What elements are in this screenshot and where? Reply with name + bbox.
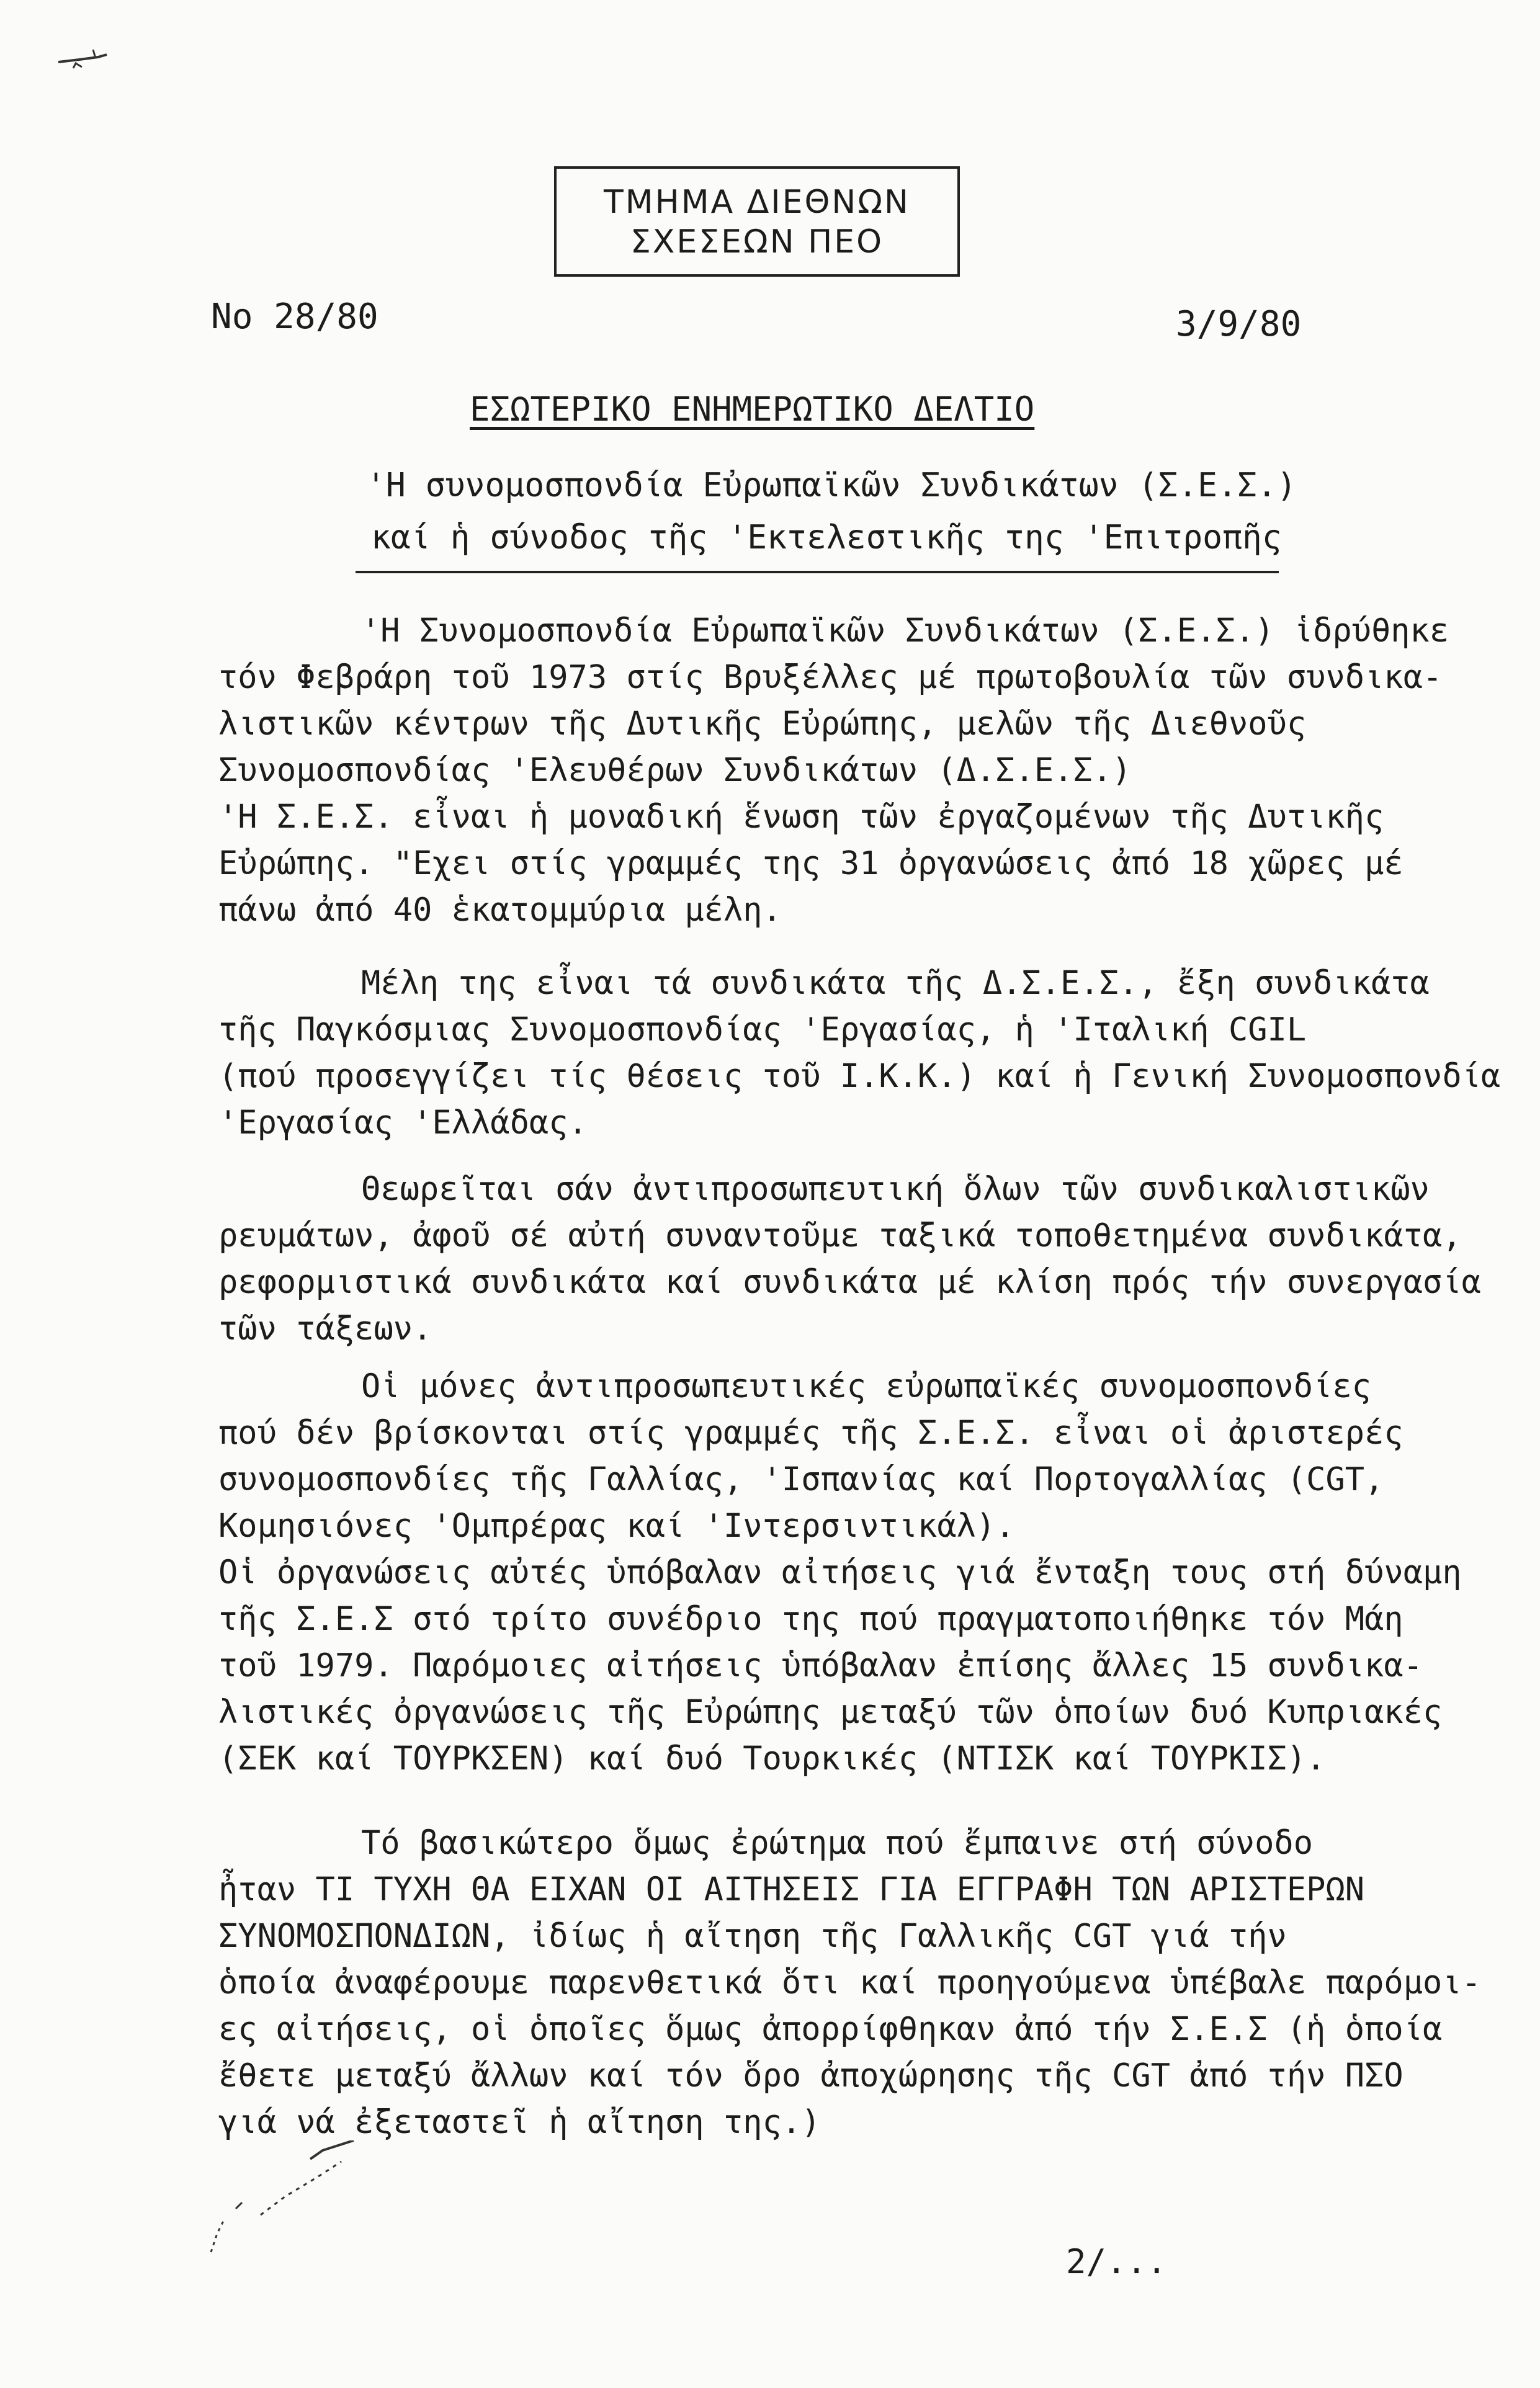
paragraph-line: τῆς Παγκόσμιας Συνομοσπονδίας 'Εργασίας, ἡ 'Ιταλική CGIL	[218, 1011, 1307, 1049]
paragraph-line: πού δέν βρίσκονται στίς γραμμές τῆς Σ.Ε.Σ. εἶναι οἱ ἀριστερές	[218, 1415, 1403, 1452]
paragraph-line: λιστικῶν κέντρων τῆς Δυτικῆς Εὐρώπης, μελῶν τῆς Διεθνοῦς	[218, 705, 1307, 743]
paragraph-3	[218, 1166, 1481, 1353]
paragraph-line: συνομοσπονδίες τῆς Γαλλίας, 'Ισπανίας καί Πορτογαλλίας (CGT,	[218, 1461, 1384, 1498]
paragraph-line: ὁποία ἀναφέρουμε παρενθετικά ὅτι καί προηγούμενα ὑπέβαλε παρόμοι-	[218, 1964, 1481, 2001]
paragraph-line: πάνω ἀπό 40 ἑκατομμύρια μέλη.	[218, 892, 782, 929]
paragraph-1	[218, 608, 1453, 934]
paragraph-line: ες αἰτήσεις, οἱ ὁποῖες ὅμως ἀπορρίφθηκαν ἀπό τήν Σ.Ε.Σ (ἡ ὁποία	[218, 2011, 1443, 2048]
paragraph-line: Οἱ μόνες ἀντιπροσωπευτικές εὐρωπαϊκές συνομοσπονδίες	[361, 1368, 1371, 1405]
paragraph-line: Κομησιόνες 'Ομπρέρας καί 'Ιντερσιντικάλ).	[218, 1508, 1015, 1545]
paragraph-line: (ΣΕΚ καί ΤΟΥΡΚΣΕΝ) καί δυό Τουρκικές (ΝΤΙΣΚ καί ΤΟΥΡΚΙΣ).	[218, 1740, 1326, 1778]
paragraph-line: τοῦ 1979. Παρόμοιες αἰτήσεις ὑπόβαλαν ἐπίσης ἄλλες 15 συνδικα-	[218, 1647, 1423, 1684]
paragraph-4	[218, 1364, 1462, 1782]
paragraph-line: (πού προσεγγίζει τίς θέσεις τοῦ Ι.Κ.Κ.) καί ἡ Γενική Συνομοσπονδία	[218, 1058, 1501, 1095]
paragraph-line: τῆς Σ.Ε.Σ στό τρίτο συνέδριο της πού πραγματοποιήθηκε τόν Μάη	[218, 1601, 1403, 1638]
document-date: 3/9/80	[1176, 304, 1302, 344]
paragraph-line: ἔθετε μεταξύ ἄλλων καί τόν ὅρο ἀποχώρησης τῆς CGT ἀπό τήν ΠΣΟ	[218, 2057, 1403, 2095]
paragraph-line: ΣΥΝΟΜΟΣΠΟΝΔΙΩΝ, ἰδίως ἡ αἴτηση τῆς Γαλλικῆς CGT γιά τήν	[218, 1918, 1287, 1955]
subtitle-line-2: καί ἡ σύνοδος τῆς 'Εκτελεστικῆς της 'Επιτροπῆς	[371, 519, 1282, 557]
paragraph-line: ρεφορμιστικά συνδικάτα καί συνδικάτα μέ κλίση πρός τήν συνεργασία	[218, 1264, 1481, 1301]
document-number: No 28/80	[211, 297, 378, 337]
department-stamp	[554, 166, 960, 277]
subtitle-rule	[356, 571, 1279, 573]
page-marker: 2/...	[1066, 2242, 1167, 2281]
paragraph-line: Μέλη της εἶναι τά συνδικάτα τῆς Δ.Σ.Ε.Σ., ἔξη συνδικάτα	[361, 965, 1430, 1002]
paragraph-line: 'Εργασίας 'Ελλάδας.	[218, 1104, 588, 1142]
paragraph-line: ἦταν ΤΙ ΤΥΧΗ ΘΑ ΕΙΧΑΝ ΟΙ ΑΙΤΗΣΕΙΣ ΓΙΑ ΕΓΓΡΑΦΗ ΤΩΝ ΑΡΙΣΤΕΡΩΝ	[218, 1871, 1365, 1908]
stamp-line-1: ΤΜΗΜΑ ΔΙΕΘΝΩΝ	[604, 184, 910, 221]
signature-mark	[199, 2140, 385, 2258]
paragraph-line: Συνομοσπονδίας 'Ελευθέρων Συνδικάτων (Δ.Σ.Ε.Σ.)	[218, 752, 1132, 789]
paragraph-line: 'Η Σ.Ε.Σ. εἶναι ἡ μοναδική ἕνωση τῶν ἐργαζομένων τῆς Δυτικῆς	[218, 798, 1384, 836]
paragraph-line: ρευμάτων, ἀφοῦ σέ αὐτή συναντοῦμε ταξικά τοποθετημένα συνδικάτα,	[218, 1217, 1462, 1254]
paragraph-line: λιστικές ὀργανώσεις τῆς Εὐρώπης μεταξύ τῶν ὁποίων δυό Κυπριακές	[218, 1694, 1443, 1731]
corner-handwritten-mark	[55, 43, 110, 81]
paragraph-line: Θεωρεῖται σάν ἀντιπροσωπευτική ὅλων τῶν συνδικαλιστικῶν	[361, 1171, 1430, 1208]
paragraph-5	[218, 1820, 1481, 2146]
paragraph-line: τόν Φεβράρη τοῦ 1973 στίς Βρυξέλλες μέ πρωτοβουλία τῶν συνδικα-	[218, 659, 1443, 696]
stamp-line-2: ΣΧΕΣΕΩΝ ΠΕΟ	[630, 223, 884, 261]
paragraph-2	[218, 960, 1501, 1147]
subtitle-line-1: 'Η συνομοσπονδία Εὐρωπαϊκῶν Συνδικάτων (Σ.Ε.Σ.)	[366, 467, 1297, 504]
paragraph-line: 'Η Συνομοσπονδία Εὐρωπαϊκῶν Συνδικάτων (Σ.Ε.Σ.) ἱδρύθηκε	[361, 612, 1449, 650]
paragraph-line: Εὐρώπης. "Εχει στίς γραμμές της 31 ὀργανώσεις ἀπό 18 χῶρες μέ	[218, 845, 1403, 882]
paragraph-line: γιά νά ἐξεταστεῖ ἡ αἴτηση της.)	[218, 2104, 821, 2141]
paragraph-line: Τό βασικώτερο ὅμως ἐρώτημα πού ἔμπαινε στή σύνοδο	[361, 1825, 1314, 1862]
paragraph-line: τῶν τάξεων.	[218, 1310, 432, 1348]
paragraph-line: Οἱ ὀργανώσεις αὐτές ὑπόβαλαν αἰτήσεις γιά ἔνταξη τους στή δύναμη	[218, 1554, 1462, 1591]
document-title: ΕΣΩΤΕΡΙΚΟ ΕΝΗΜΕΡΩΤΙΚΟ ΔΕΛΤΙΟ	[470, 390, 1035, 429]
